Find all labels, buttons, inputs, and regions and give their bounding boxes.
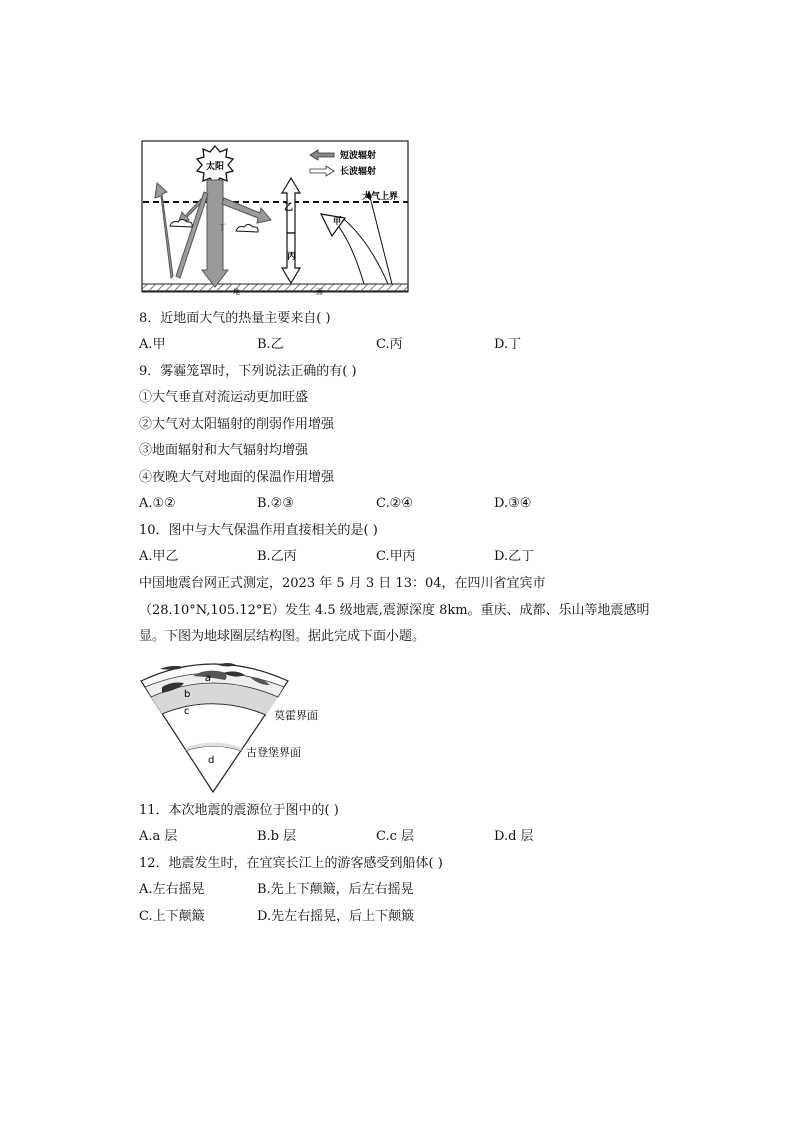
question-9-stem: 9．雾霾笼罩时，下列说法正确的有( ) [139, 364, 357, 379]
q11-option-a[interactable]: A.a 层 [139, 829, 178, 844]
q9-statement-1: ①大气垂直对流运动更加旺盛 [139, 390, 309, 405]
label-ding: 丁 [218, 223, 226, 232]
gutenberg-label: 古登堡界面 [246, 746, 301, 759]
atmosphere-radiation-diagram [140, 138, 412, 298]
question-10-stem: 10．图中与大气保温作用直接相关的是( ) [139, 523, 378, 538]
q9-statement-2: ②大气对太阳辐射的削弱作用增强 [139, 417, 335, 432]
q10-option-d[interactable]: D.乙丁 [494, 549, 535, 564]
passage-line-2: （28.10°N,105.12°E）发生 4.5 级地震,震源深度 8km。重庆、成都、乐山等地震感明 [139, 603, 650, 618]
q8-option-b[interactable]: B.乙 [257, 337, 284, 352]
q9-option-c[interactable]: C.②④ [376, 496, 413, 511]
q12-option-c[interactable]: C.上下颠簸 [139, 909, 205, 924]
passage-line-3: 显。下图为地球圈层结构图。据此完成下面小题。 [139, 629, 426, 644]
q9-statement-4: ④夜晚大气对地面的保温作用增强 [139, 470, 335, 485]
q9-option-a[interactable]: A.①② [139, 496, 176, 511]
earth-layers-diagram [138, 659, 348, 795]
legend-long-wave-label: 长波辐射 [340, 167, 377, 177]
question-12-stem: 12．地震发生时，在宜宾长江上的游客感受到船体( ) [139, 856, 443, 871]
passage-line-1: 中国地震台网正式测定，2023 年 5 月 3 日 13：04，在四川省宜宾市 [139, 576, 546, 591]
q9-option-b[interactable]: B.②③ [257, 496, 294, 511]
moho-label: 莫霍界面 [274, 709, 318, 722]
q12-option-b[interactable]: B.先上下颠簸，后左右摇晃 [257, 882, 414, 897]
q8-option-a[interactable]: A.甲 [139, 337, 166, 352]
q11-option-b[interactable]: B.b 层 [257, 829, 297, 844]
q8-option-c[interactable]: C.丙 [376, 337, 403, 352]
q9-option-d[interactable]: D.③④ [494, 496, 532, 511]
q11-option-d[interactable]: D.d 层 [494, 829, 534, 844]
layer-d-label: d [208, 755, 215, 766]
q12-option-d[interactable]: D.先左右摇晃，后上下颠簸 [257, 909, 415, 924]
sun-label: 太阳 [205, 162, 225, 172]
layer-b-label: b [184, 689, 191, 700]
label-jia: 甲 [333, 217, 341, 226]
ground-label-left: 地 [233, 288, 240, 296]
label-bing: 丙 [287, 252, 297, 262]
ground-hatch [142, 284, 408, 292]
question-11-stem: 11．本次地震的震源位于图中的( ) [139, 803, 339, 818]
q10-option-b[interactable]: B.乙丙 [257, 549, 297, 564]
q8-option-d[interactable]: D.丁 [494, 337, 522, 352]
ground-label-right: 面 [316, 288, 323, 296]
q12-option-a[interactable]: A.左右摇晃 [139, 882, 205, 897]
q10-option-c[interactable]: C.甲丙 [376, 549, 416, 564]
atmosphere-top-label: 大气上界 [362, 192, 399, 202]
q9-statement-3: ③地面辐射和大气辐射均增强 [139, 443, 309, 458]
legend-short-wave-label: 短波辐射 [340, 151, 377, 161]
q11-option-c[interactable]: C.c 层 [376, 829, 415, 844]
q10-option-a[interactable]: A.甲乙 [139, 549, 179, 564]
label-yi: 乙 [284, 203, 294, 213]
layer-c-label: c [184, 706, 190, 717]
layer-a-label: a [205, 673, 212, 684]
question-8-stem: 8．近地面大气的热量主要来自( ) [139, 311, 331, 326]
